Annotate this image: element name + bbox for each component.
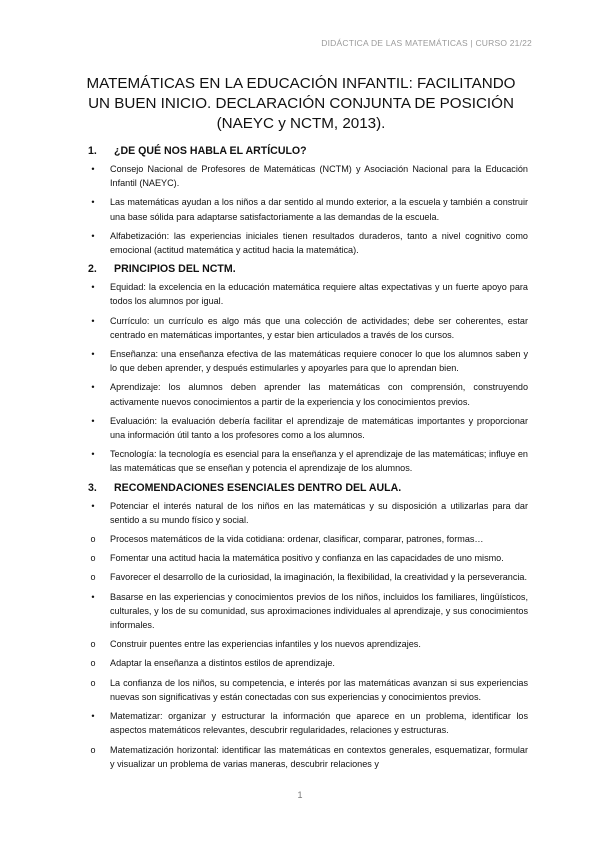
list-item-text: Tecnología: la tecnología es esencial para la enseñanza y el aprendizaje de las matemáticas; influye en las matemáticas que se enseñan y potencia el aprendizaje de los alumnos. [110, 449, 528, 474]
section-heading-1 [88, 144, 528, 158]
section-title: RECOMENDACIONES ESENCIALES DENTRO DEL AULA. [114, 481, 402, 494]
list-item-text: Alfabetización: las experiencias iniciales tienen resultados duraderos, tanto a nivel cognitivo como emocional (actitud matemática y actitud hacia la matemática). [110, 230, 528, 256]
list-item [92, 414, 528, 442]
section-number: 3. [88, 481, 97, 494]
section-title: PRINCIPIOS DEL NCTM. [114, 263, 236, 276]
list-item-text: Favorecer el desarrollo de la curiosidad, la imaginación, la flexibilidad, la creatividad y la perseverancia. [110, 572, 528, 583]
list-item [92, 637, 528, 651]
page-number: 1 [297, 790, 303, 800]
list-item [92, 676, 528, 704]
bullet-marker: • [91, 415, 95, 426]
section-2-list [92, 280, 528, 475]
bullet-marker: • [91, 315, 95, 326]
list-item [92, 656, 528, 670]
bullet-marker: • [91, 591, 95, 602]
section-number: 2. [88, 263, 97, 276]
list-item-text: Aprendizaje: los alumnos deben aprender las matemáticas con comprensión, construyendo activamente nuevos conocimientos a partir de la experiencia y los conocimientos previos. [110, 382, 528, 407]
bullet-marker: • [91, 711, 95, 722]
list-item-text: Construir puentes entre las experiencias infantiles y los nuevos aprendizajes. [110, 639, 421, 650]
list-item-text: La confianza de los niños, su competencia, e interés por las matemáticas avanzan si sus experiencias nuevas son significativas y están conectadas con sus experiencias y conocimientos previos. [110, 677, 528, 702]
list-item-text: Currículo: un currículo es algo más que una colección de actividades; debe ser coherentes, estar centrado en matemáticas importantes, y estar bien articulados a través de los cursos. [110, 315, 528, 340]
section-3-list [92, 499, 528, 771]
title-line-3: (NAEYC y NCTM, 2013). [216, 115, 386, 132]
list-item [92, 195, 528, 223]
bullet-marker: • [91, 349, 95, 360]
list-item [92, 551, 528, 565]
section-number: 1. [88, 145, 97, 157]
running-header: DIDÁCTICA DE LAS MATEMÁTICAS | CURSO 21/22 [321, 38, 532, 48]
list-item [92, 499, 528, 527]
list-item-text: Equidad: la excelencia en la educación matemática requiere altas expectativas y un fuerte apoyo para todos los alumnos por igual. [110, 282, 528, 307]
bullet-marker: o [90, 744, 96, 755]
bullet-marker: • [91, 197, 95, 208]
list-item [92, 570, 528, 584]
list-item-text: Potenciar el interés natural de los niños en las matemáticas y su disposición a utilizarlas para dar sentido a su mundo físico y social. [110, 500, 528, 525]
list-item-text: Basarse en las experiencias y conocimientos previos de los niños, incluidos los familiares, lingüísticos, culturales, y los de su comunidad, sus aproximaciones individuales al aprendizaje, y sus conocimientos informales. [110, 591, 528, 631]
section-1-list [92, 162, 528, 257]
bullet-marker: o [90, 658, 96, 669]
document-title [70, 74, 532, 134]
list-item-text: Evaluación: la evaluación debería facilitar el aprendizaje de matemáticas importantes y proporcionar una información útil tanto a los profesores como a los alumnos. [110, 415, 528, 441]
list-item-text: Procesos matemáticos de la vida cotidiana: ordenar, clasificar, comparar, patrones, formas… [110, 534, 484, 545]
list-item-text: Fomentar una actitud hacia la matemática positivo y confianza en las capacidades de uno mismo. [110, 553, 504, 564]
list-item [92, 314, 528, 342]
list-item [92, 229, 528, 257]
list-item-text: Consejo Nacional de Profesores de Matemáticas (NCTM) y Asociación Nacional para la Educación Infantil (NAEYC). [110, 164, 528, 189]
list-item-text: Matematización horizontal: identificar las matemáticas en contextos generales, esquematizar, formular y visualizar un problema de varias maneras, descubrir relaciones y [110, 744, 528, 769]
list-item [92, 590, 528, 633]
bullet-marker: o [90, 677, 96, 688]
section-heading-2 [88, 262, 528, 276]
list-item [92, 380, 528, 408]
list-item [92, 280, 528, 308]
title-line-1: MATEMÁTICAS EN LA EDUCACIÓN INFANTIL: FACILITANDO [86, 75, 516, 92]
list-item-text: Adaptar la enseñanza a distintos estilos de aprendizaje. [110, 658, 335, 669]
list-item [92, 447, 528, 475]
bullet-marker: • [91, 500, 95, 511]
list-item [92, 709, 528, 737]
list-item [92, 743, 528, 771]
title-line-2: UN BUEN INICIO. DECLARACIÓN CONJUNTA DE POSICIÓN [88, 95, 514, 112]
list-item [92, 347, 528, 375]
list-item-text: Matematizar: organizar y estructurar la información que aparece en un problema, identificar los aspectos matemáticos relevantes, descubrir regularidades, relaciones y estructuras. [110, 711, 528, 736]
list-item [92, 162, 528, 190]
list-item-text: Enseñanza: una enseñanza efectiva de las matemáticas requiere conocer lo que los alumnos saben y lo que deben aprender, y después estimularles y apoyarles para que lo aprendan bien. [110, 349, 528, 374]
section-heading-3 [88, 481, 528, 495]
bullet-marker: • [91, 382, 95, 393]
bullet-marker: • [91, 230, 95, 241]
section-title: ¿DE QUÉ NOS HABLA EL ARTÍCULO? [114, 145, 307, 157]
bullet-marker: • [91, 164, 95, 174]
bullet-marker: o [90, 553, 96, 564]
bullet-marker: o [90, 534, 96, 545]
bullet-marker: o [90, 639, 96, 650]
document-body [88, 144, 528, 776]
bullet-marker: o [90, 572, 96, 583]
bullet-marker: • [91, 282, 95, 293]
list-item-text: Las matemáticas ayudan a los niños a dar sentido al mundo exterior, a la escuela y también a construir una base sólida para adaptarse satisfactoriamente a las demandas de la escuela. [110, 197, 528, 222]
bullet-marker: • [91, 449, 95, 460]
list-item [92, 532, 528, 546]
